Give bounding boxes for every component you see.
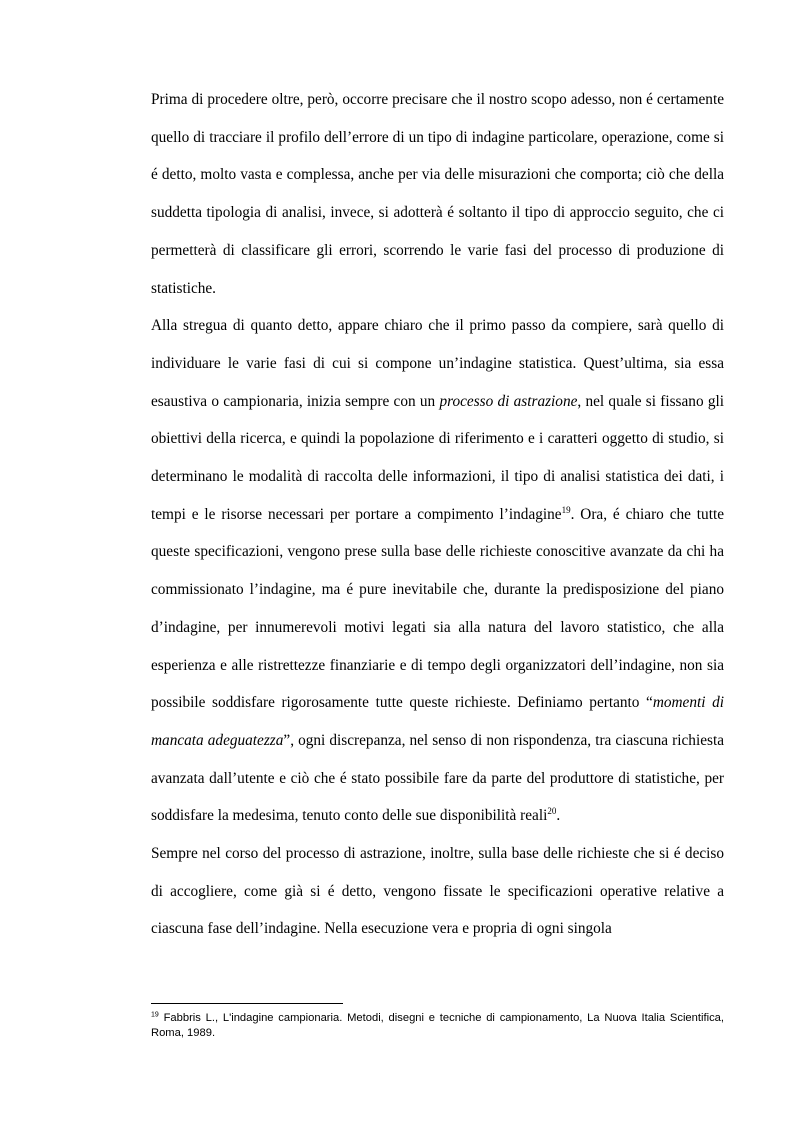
footnote-text: Fabbris L., L'indagine campionaria. Metodi, disegni e tecniche di campionamento, La Nuova Italia Scientifica, Roma, 1989. xyxy=(151,1012,724,1039)
paragraph-text: Alla stregua di quanto detto, appare chiaro che il primo passo da compiere, sarà quello di individuare le varie fasi di cui si compone un’indagine statistica. Quest’ultima, sia essa esaustiva o campionaria, inizia sempre con un xyxy=(151,317,724,410)
footnote-number: 19 xyxy=(151,1011,159,1019)
paragraph-text: . Ora, é chiaro che tutte queste specificazioni, vengono prese sulla base delle richieste conoscitive avanzate da chi ha commissionato l’indagine, ma é pure inevitabile che, durante la predisposizione del piano d’indagine, per innumerevoli motivi legati sia alla natura del lavoro statistico, che alla esperienza e alle ristrettezze finanziarie e di tempo degli organizzatori dell’indagine, non sia possibile soddisfare rigorosamente tutte queste richieste. Definiamo pertanto “ xyxy=(151,505,724,712)
footnote-separator xyxy=(151,1003,343,1004)
paragraph-text: Sempre nel corso del processo di astrazione, inoltre, sulla base delle richieste che si é deciso di accogliere, come già si é detto, vengono fissate le specificazioni operative relative a ciascuna fase dell’indagine. Nella esecuzione vera e propria di ogni singola xyxy=(151,845,724,938)
main-text xyxy=(151,81,724,948)
paragraph-text: , nel quale si fissano gli obiettivi della ricerca, e quindi la popolazione di riferimento e i caratteri oggetto di studio, si determinano le modalità di raccolta delle informazioni, il tipo di analisi statistica dei dati, i tempi e le risorse necessari per portare a compimento l’indagine xyxy=(151,392,724,523)
paragraph-specifications xyxy=(151,835,724,948)
footnote-reference-20: 20 xyxy=(547,806,557,817)
footnote-19 xyxy=(151,1011,724,1041)
italic-term-processo-di-astrazione: processo di astrazione xyxy=(439,392,578,410)
paragraph-text: . xyxy=(556,807,561,825)
italic-term-momenti-di-mancata-adeguatezza: momenti di mancata adeguatezza xyxy=(151,694,724,749)
paragraph-text: Prima di procedere oltre, però, occorre precisare che il nostro scopo adesso, non é certamente quello di tracciare il profilo dell’errore di un tipo di indagine particolare, operazione, come si é detto, molto vasta e complessa, anche per via delle misurazioni che comporta; ciò che della suddetta tipologia di analisi, invece, si adotterà é soltanto il tipo di approccio seguito, che ci permetterà di classificare gli errori, scorrendo le varie fasi del processo di produzione di statistiche. xyxy=(151,91,724,297)
footnote-reference-19: 19 xyxy=(561,504,571,515)
paragraph-scope xyxy=(151,81,724,307)
paragraph-text: ”, ogni discrepanza, nel senso di non rispondenza, tra ciascuna richiesta avanzata dall’utente e ciò che é stato possibile fare da parte del produttore di statistiche, per soddisfare la medesima, tenuto conto delle sue disponibilità reali xyxy=(151,731,724,825)
paragraph-phases xyxy=(151,307,724,835)
